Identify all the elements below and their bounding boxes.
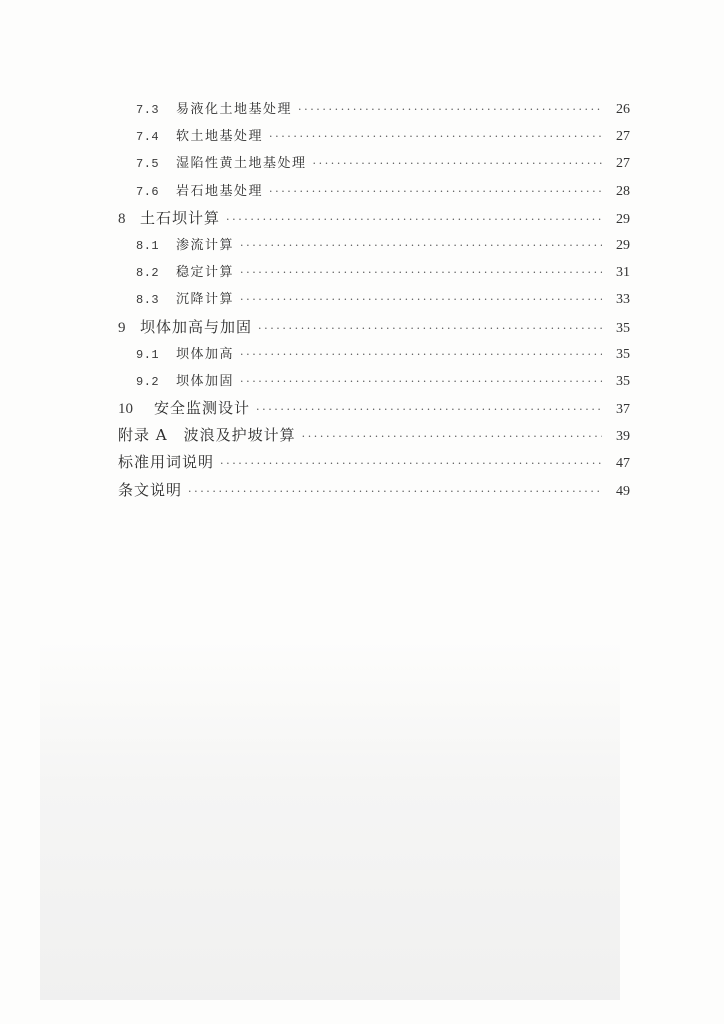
page-number: 37 bbox=[616, 402, 630, 418]
entry-title: 标准用词说明 bbox=[118, 453, 215, 472]
entry-title: 条文说明 bbox=[118, 480, 183, 499]
chapter-number: 10 bbox=[118, 401, 133, 418]
toc-entry-7-4[interactable] bbox=[118, 123, 630, 150]
section-title: 岩石地基处理 bbox=[176, 183, 264, 199]
section-number: 7.4 bbox=[136, 130, 160, 145]
toc-entry-chapter-8[interactable] bbox=[118, 205, 630, 232]
page-number: 29 bbox=[616, 237, 630, 253]
chapter-title: 坝体加高与加固 bbox=[140, 317, 253, 336]
dot-leader bbox=[240, 259, 602, 286]
page-number: 27 bbox=[616, 156, 630, 172]
dot-leader bbox=[240, 232, 602, 259]
dot-leader bbox=[258, 315, 602, 342]
dot-leader bbox=[240, 341, 602, 368]
page-number: 28 bbox=[616, 183, 630, 199]
dot-leader bbox=[302, 423, 602, 450]
chapter-title: 土石坝计算 bbox=[140, 208, 221, 227]
toc-entry-7-5[interactable] bbox=[118, 150, 630, 177]
toc-entry-8-3[interactable] bbox=[118, 286, 630, 313]
page-number: 47 bbox=[616, 456, 630, 472]
toc-entry-8-1[interactable] bbox=[118, 232, 630, 259]
page-number: 26 bbox=[616, 102, 630, 117]
section-number: 7.5 bbox=[136, 157, 160, 172]
toc-entry-7-3[interactable] bbox=[118, 96, 630, 123]
appendix-title: 附录 A 波浪及护坡计算 bbox=[118, 426, 296, 445]
page-number: 35 bbox=[616, 373, 630, 389]
section-title: 湿陷性黄土地基处理 bbox=[176, 156, 307, 172]
section-number: 7.3 bbox=[136, 103, 160, 117]
page-number: 35 bbox=[616, 320, 630, 336]
page-number: 27 bbox=[616, 129, 630, 145]
section-title: 沉降计算 bbox=[176, 292, 235, 308]
dot-leader bbox=[313, 150, 602, 177]
section-title: 稳定计算 bbox=[176, 265, 235, 281]
dot-leader bbox=[240, 286, 602, 313]
table-of-contents bbox=[118, 96, 630, 504]
toc-entry-standard-wording[interactable] bbox=[118, 449, 630, 476]
section-number: 8.2 bbox=[136, 266, 160, 281]
toc-entry-9-2[interactable] bbox=[118, 368, 630, 395]
dot-leader bbox=[220, 450, 602, 477]
chapter-number: 8 bbox=[118, 210, 126, 227]
section-number: 8.3 bbox=[136, 293, 160, 308]
dot-leader bbox=[256, 396, 602, 423]
section-title: 软土地基处理 bbox=[176, 129, 264, 145]
section-number: 9.2 bbox=[136, 374, 160, 389]
dot-leader bbox=[298, 96, 602, 123]
section-title: 坝体加高 bbox=[176, 346, 235, 362]
scan-show-through-shading bbox=[40, 640, 620, 1000]
dot-leader bbox=[269, 123, 602, 150]
section-number: 7.6 bbox=[136, 184, 160, 199]
section-title: 坝体加固 bbox=[176, 373, 235, 389]
chapter-title: 安全监测设计 bbox=[154, 399, 251, 418]
toc-entry-8-2[interactable] bbox=[118, 259, 630, 286]
page-number: 49 bbox=[616, 483, 630, 499]
toc-entry-chapter-9[interactable] bbox=[118, 314, 630, 341]
dot-leader bbox=[188, 478, 602, 505]
section-number: 8.1 bbox=[136, 238, 160, 253]
toc-entry-7-6[interactable] bbox=[118, 178, 630, 205]
dot-leader bbox=[240, 368, 602, 395]
dot-leader bbox=[269, 178, 602, 205]
toc-entry-appendix-a[interactable] bbox=[118, 422, 630, 449]
dot-leader bbox=[226, 206, 602, 233]
page-number: 29 bbox=[616, 211, 630, 227]
page-number: 39 bbox=[616, 429, 630, 445]
page-number: 35 bbox=[616, 346, 630, 362]
chapter-number: 9 bbox=[118, 319, 126, 336]
page-number: 33 bbox=[616, 292, 630, 308]
page-number: 31 bbox=[616, 265, 630, 281]
section-number: 9.1 bbox=[136, 347, 160, 362]
toc-entry-clause-explanation[interactable] bbox=[118, 477, 630, 504]
toc-entry-chapter-10[interactable] bbox=[118, 395, 630, 422]
toc-entry-9-1[interactable] bbox=[118, 341, 630, 368]
section-title: 易液化土地基处理 bbox=[176, 102, 293, 117]
section-title: 渗流计算 bbox=[176, 237, 235, 253]
